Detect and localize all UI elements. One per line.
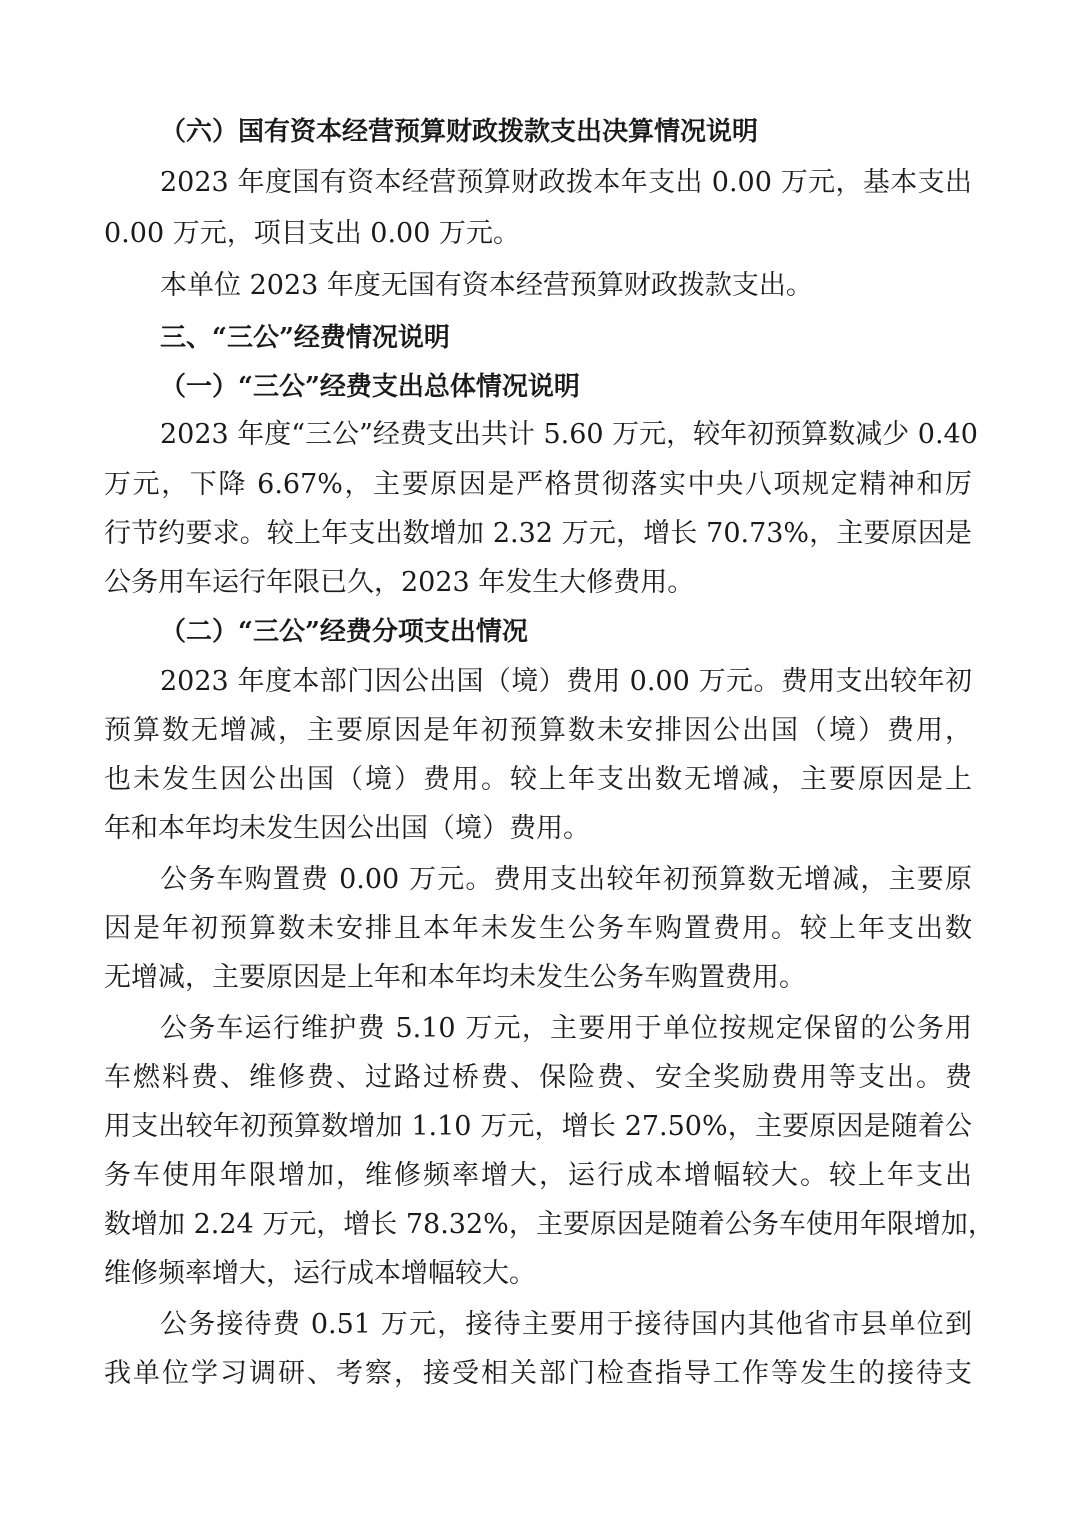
paragraph-line: 本单位 2023 年度无国有资本经营预算财政拨款支出。 [160, 270, 813, 301]
paragraph-line: 车燃料费、维修费、过路过桥费、保险费、安全奖励费用等支出。费 [104, 1062, 972, 1093]
paragraph-line: 行节约要求。较上年支出数增加 2.32 万元，增长 70.73%，主要原因是 [104, 518, 972, 549]
subsection-heading-3-2: （二）“三公”经费分项支出情况 [160, 617, 528, 647]
paragraph-line: 也未发生因公出国（境）费用。较上年支出数无增减，主要原因是上 [104, 764, 972, 795]
paragraph-line: 因是年初预算数未安排且本年未发生公务车购置费用。较上年支出数 [104, 913, 972, 944]
paragraph-line: 万元，下降 6.67%，主要原因是严格贯彻落实中央八项规定精神和厉 [104, 469, 972, 500]
paragraph-line: 公务车运行维护费 5.10 万元，主要用于单位按规定保留的公务用 [160, 1013, 972, 1044]
paragraph-line: 2023 年度“三公”经费支出共计 5.60 万元，较年初预算数减少 0.40 [160, 419, 978, 450]
paragraph-line: 数增加 2.24 万元，增长 78.32%，主要原因是随着公务车使用年限增加， [104, 1209, 995, 1240]
paragraph-line: 维修频率增大，运行成本增幅较大。 [104, 1258, 536, 1289]
subsection-heading-3-1: （一）“三公”经费支出总体情况说明 [160, 372, 580, 402]
paragraph-line: 2023 年度本部门因公出国（境）费用 0.00 万元。费用支出较年初 [160, 666, 972, 697]
paragraph-line: 0.00 万元，项目支出 0.00 万元。 [104, 218, 520, 249]
paragraph-line: 预算数无增减，主要原因是年初预算数未安排因公出国（境）费用， [104, 715, 972, 746]
paragraph-line: 我单位学习调研、考察，接受相关部门检查指导工作等发生的接待支 [104, 1358, 972, 1389]
paragraph-line: 公务车购置费 0.00 万元。费用支出较年初预算数无增减，主要原 [160, 864, 972, 895]
paragraph-line: 公务接待费 0.51 万元，接待主要用于接待国内其他省市县单位到 [160, 1309, 972, 1340]
paragraph-line: 务车使用年限增加，维修频率增大，运行成本增幅较大。较上年支出 [104, 1160, 972, 1191]
paragraph-line: 用支出较年初预算数增加 1.10 万元，增长 27.50%，主要原因是随着公 [104, 1111, 972, 1142]
paragraph-line: 年和本年均未发生因公出国（境）费用。 [104, 813, 590, 844]
paragraph-line: 无增减，主要原因是上年和本年均未发生公务车购置费用。 [104, 962, 806, 993]
section-heading-3: 三、“三公”经费情况说明 [160, 323, 450, 353]
paragraph-line: 2023 年度国有资本经营预算财政拨本年支出 0.00 万元，基本支出 [160, 167, 972, 198]
section-heading-6: （六）国有资本经营预算财政拨款支出决算情况说明 [160, 117, 759, 147]
paragraph-line: 公务用车运行年限已久，2023 年发生大修费用。 [104, 567, 695, 598]
